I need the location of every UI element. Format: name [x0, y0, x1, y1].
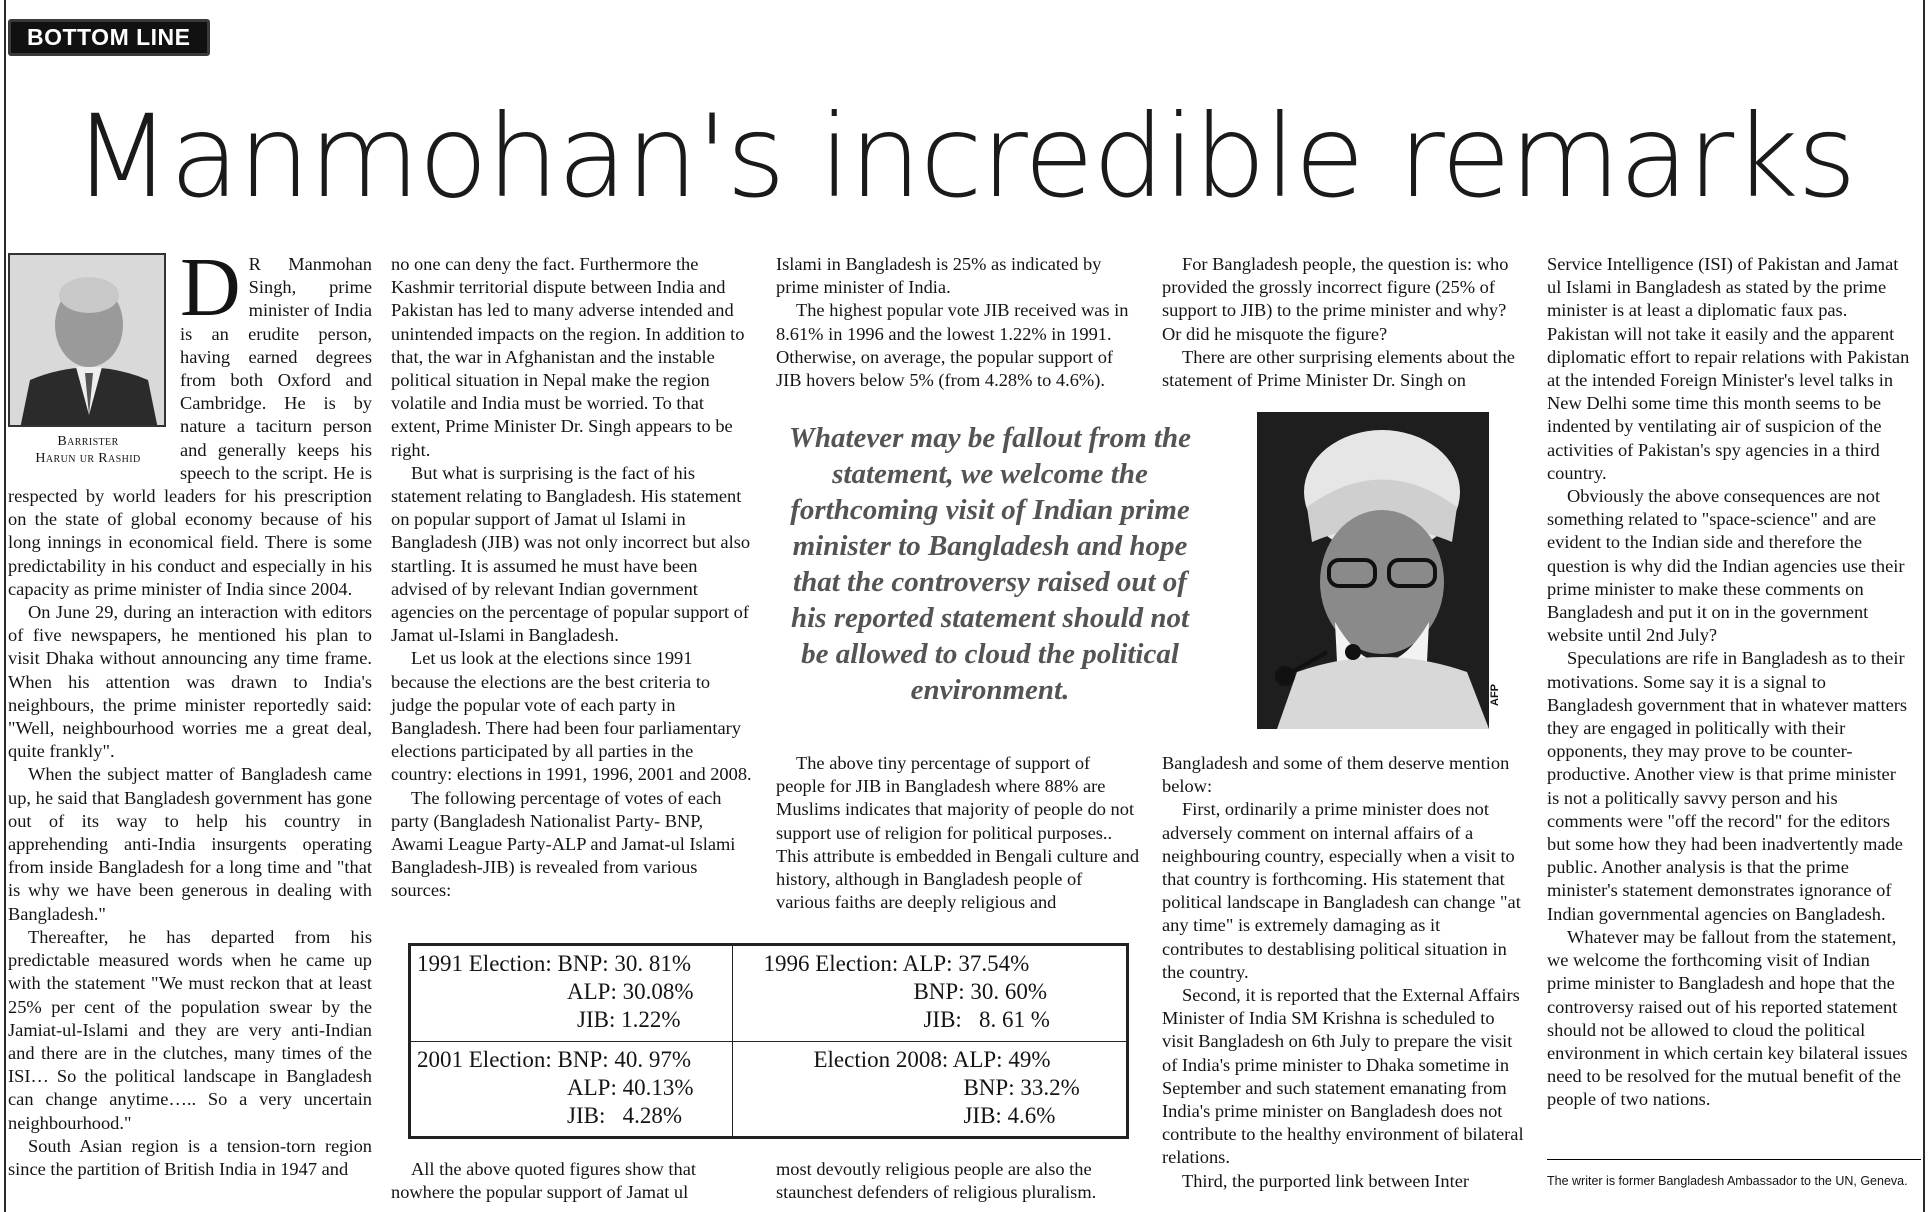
election-label: 1991 Election: [417, 951, 552, 976]
manmohan-singh-photo [1257, 412, 1489, 729]
article-column-2-bottom [391, 1158, 755, 1204]
election-jib: JIB: 8. 61 % [923, 1007, 1050, 1032]
article-paragraph: South Asian region is a tension-torn region since the partition of British India in 1947 and [8, 1135, 372, 1179]
headline: Manmohan's incredible remarks [72, 90, 1856, 223]
election-label: Election 2008: [813, 1046, 949, 1072]
article-column-3 [776, 253, 1140, 392]
election-bnp: BNP: 33.2% [963, 1074, 1080, 1100]
election-alp: ALP: 30.08% [567, 979, 694, 1004]
article-column-4-lower [1162, 752, 1526, 1193]
article-column-2 [391, 253, 755, 903]
article-paragraph: R Manmohan Singh, prime minister of India is an erudite person, having earned degrees from both Oxford and Cambridge. He is by nature a taciturn person and generally keeps his speech to the script. He is respected by world leaders for his prescription on the state of global economy because of his long innings in economical field. There is some predictability in his conduct and especially in his capacity as prime minister of India since 2004. [8, 254, 372, 599]
election-jib: JIB: 4.28% [567, 1102, 682, 1128]
article-paragraph: most devoutly religious people are also the staunchest defenders of religious pluralism. [776, 1159, 1097, 1203]
author-box [8, 253, 168, 467]
election-1996-cell [733, 946, 1127, 1042]
article-paragraph: For Bangladesh people, the question is: who provided the grossly incorrect figure (25% of support to JIB) to the prime minister and why? Or did he misquote the figure? [1162, 254, 1509, 344]
article-paragraph: The following percentage of votes of each party (Bangladesh Nationalist Party- BNP, Awami League Party-ALP and Jamat-ul Islami Bangladesh-JIB) is revealed from various sources: [391, 787, 736, 901]
election-2008-cell [733, 1041, 1127, 1137]
article-paragraph: Service Intelligence (ISI) of Pakistan and Jamat ul Islami in Bangladesh as stated by the prime minister is at least a diplomatic faux pas. Pakistan will not take it easily and the apparent diplomatic effort to repair relations with Pakistan at the intended Foreign Minister's level talks in New Delhi some time this month seems to be indented by ventilating air of suspicion of the activities of Pakistan's spy agencies in a third country. [1547, 254, 1910, 483]
elections-table [408, 943, 1129, 1139]
election-bnp: BNP: 30. 60% [913, 979, 1048, 1004]
article-paragraph: Third, the purported link between Inter [1182, 1170, 1470, 1191]
election-alp: ALP: 37.54% [902, 951, 1030, 976]
article-paragraph: All the above quoted figures show that nowhere the popular support of Jamat ul [391, 1159, 696, 1203]
article-paragraph: Obviously the above consequences are not something related to "space-science" and are evident to the Indian side and therefore the question is why did the Indian agencies use their prime minister to make these comments on Bangladesh and put it on in the government website until 2nd July? [1547, 486, 1905, 646]
article-paragraph: Whatever may be fallout from the statement, we welcome the forthcoming visit of Indian prime minister to Bangladesh and hope that the controversy raised out of his reported statement should not be allowed to cloud the political environment in which certain key bilateral issues need to be resolved for the mutual benefit of the people of two nations. [1547, 926, 1908, 1110]
election-alp: ALP: 49% [952, 1046, 1051, 1072]
election-jib: JIB: 1.22% [577, 1007, 681, 1032]
author-footnote: The writer is former Bangladesh Ambassador to the UN, Geneva. [1547, 1174, 1908, 1188]
author-name: Harun ur Rashid [35, 451, 141, 466]
article-column-4 [1162, 253, 1526, 392]
article-column-1 [8, 241, 372, 1181]
election-1991-cell [411, 946, 733, 1042]
article-paragraph: Islami in Bangladesh is 25% as indicated by prime minister of India. [776, 254, 1102, 298]
article-column-3-lower [776, 752, 1140, 914]
author-caption [8, 433, 168, 467]
article-paragraph: When the subject matter of Bangladesh came up, he said that Bangladesh government has gone out of its way to help his country in apprehending anti-India insurgents operating from inside Bangladesh for a long time and "that is why we have been generous in dealing with Bangladesh." [8, 764, 372, 924]
article-paragraph: First, ordinarily a prime minister does not adversely comment on internal affairs of a neighbouring country, especially when a visit to that country is forthcoming. His statement that political landscape in Bangladesh can change "at any time" is extremely damaging as it contributes to destablising political situation in the country. [1162, 799, 1521, 982]
article-paragraph: Speculations are rife in Bangladesh as to their motivations. Some say it is a signal to Bangladesh government that in whatever matters they are engaged in politically with their opponents, they may prove to be counter-productive. Another view is that prime minister is not a politically savvy person and his comments were "off the record" for the editors but some how they had been inadvertently made public. Another analysis is that the prime minister's statement demonstrates ignorance of Indian governmental agencies on Bangladesh. [1547, 648, 1908, 924]
article-paragraph: Bangladesh and some of them deserve mention below: [1162, 753, 1510, 797]
author-photo [8, 253, 166, 427]
article-paragraph: Let us look at the elections since 1991 because the elections are the best criteria to judge the popular vote of each party in Bangladesh. There had been four parliamentary elections participated by all parties in the country: elections in 1991, 1996, 2001 and 2008. [391, 648, 752, 785]
election-label: 1996 Election: [763, 951, 899, 976]
pull-quote: Whatever may be fallout from the statement, we welcome the forthcoming visit of Indian prime minister to Bangladesh and hope that the controversy raised out of his reported statement should not be allowed to cloud the political environment. [789, 422, 1191, 706]
election-bnp: BNP: 30. 81% [557, 951, 692, 976]
section-tag: BOTTOM LINE [8, 19, 210, 56]
election-bnp: BNP: 40. 97% [557, 1046, 692, 1072]
footnote-rule [1547, 1159, 1921, 1160]
article-paragraph: The above tiny percentage of support of people for JIB in Bangladesh where 88% are Muslims indicates that majority of people do not support use of religion for political purposes.. This attribute is embedded in Bengali culture and history, although in Bangladesh people of various faiths are deeply religious and [776, 753, 1140, 913]
article-paragraph: There are other surprising elements about the statement of Prime Minister Dr. Singh on [1162, 346, 1515, 391]
article-paragraph: no one can deny the fact. Furthermore the Kashmir territorial dispute between India and Pakistan has led to many adverse intended and unintended impacts on the region. In addition to that, the war in Afghanistan and the instable political situation in Nepal make the region volatile and India must be worried. To that extent, Prime Minister Dr. Singh appears to be right. [391, 254, 745, 460]
election-2001-cell [411, 1041, 733, 1137]
article-paragraph: On June 29, during an interaction with editors of five newspapers, he mentioned his plan to visit Dhaka without announcing any time frame. When his attention was drawn to India's neighbours, the prime minister reportedly said: "Well, neighbourhood worries me a great deal, quite frankly". [8, 602, 372, 762]
dropcap: D [180, 241, 241, 334]
article-paragraph: The highest popular vote JIB received was in 8.61% in 1996 and the lowest 1.22% in 1991. Otherwise, on average, the popular support of JIB hovers below 5% (from 4.28% to 4.6%). [776, 300, 1129, 391]
election-jib: JIB: 4.6% [963, 1102, 1056, 1128]
article-paragraph: Thereafter, he has departed from his predictable measured words when he came up with the statement "We must reckon that at least 25% per cent of the population swear by the Jamiat-ul-Islami and they are very anti-Indian and there are in the clutches, many times of the ISI… So the political landscape in Bangladesh can change anytime….. So a very uncertain neighbourhood." [8, 926, 372, 1133]
election-label: 2001 Election: [417, 1046, 552, 1072]
article-column-5 [1547, 253, 1911, 1112]
author-title: Barrister [57, 434, 119, 449]
election-alp: ALP: 40.13% [567, 1074, 694, 1100]
photo-credit: AFP [1489, 684, 1501, 706]
article-column-3-bottom [776, 1158, 1140, 1204]
article-paragraph: But what is surprising is the fact of his statement relating to Bangladesh. His statement on popular support of Jamat ul Islami in Bangladesh (JIB) was not only incorrect but also startling. It is assumed he must have been advised of by relevant Indian government agencies on the percentage of popular support of Jamat ul-Islami in Bangladesh. [391, 462, 751, 646]
article-paragraph: Second, it is reported that the External Affairs Minister of India SM Krishna is scheduled to visit Bangladesh on 6th July to prepare the visit of India's prime minister to Dhaka sometime in September and such statement emanating from India's prime minister on Bangladesh does not contribute to the healthy environment of bilateral relations. [1162, 985, 1524, 1168]
